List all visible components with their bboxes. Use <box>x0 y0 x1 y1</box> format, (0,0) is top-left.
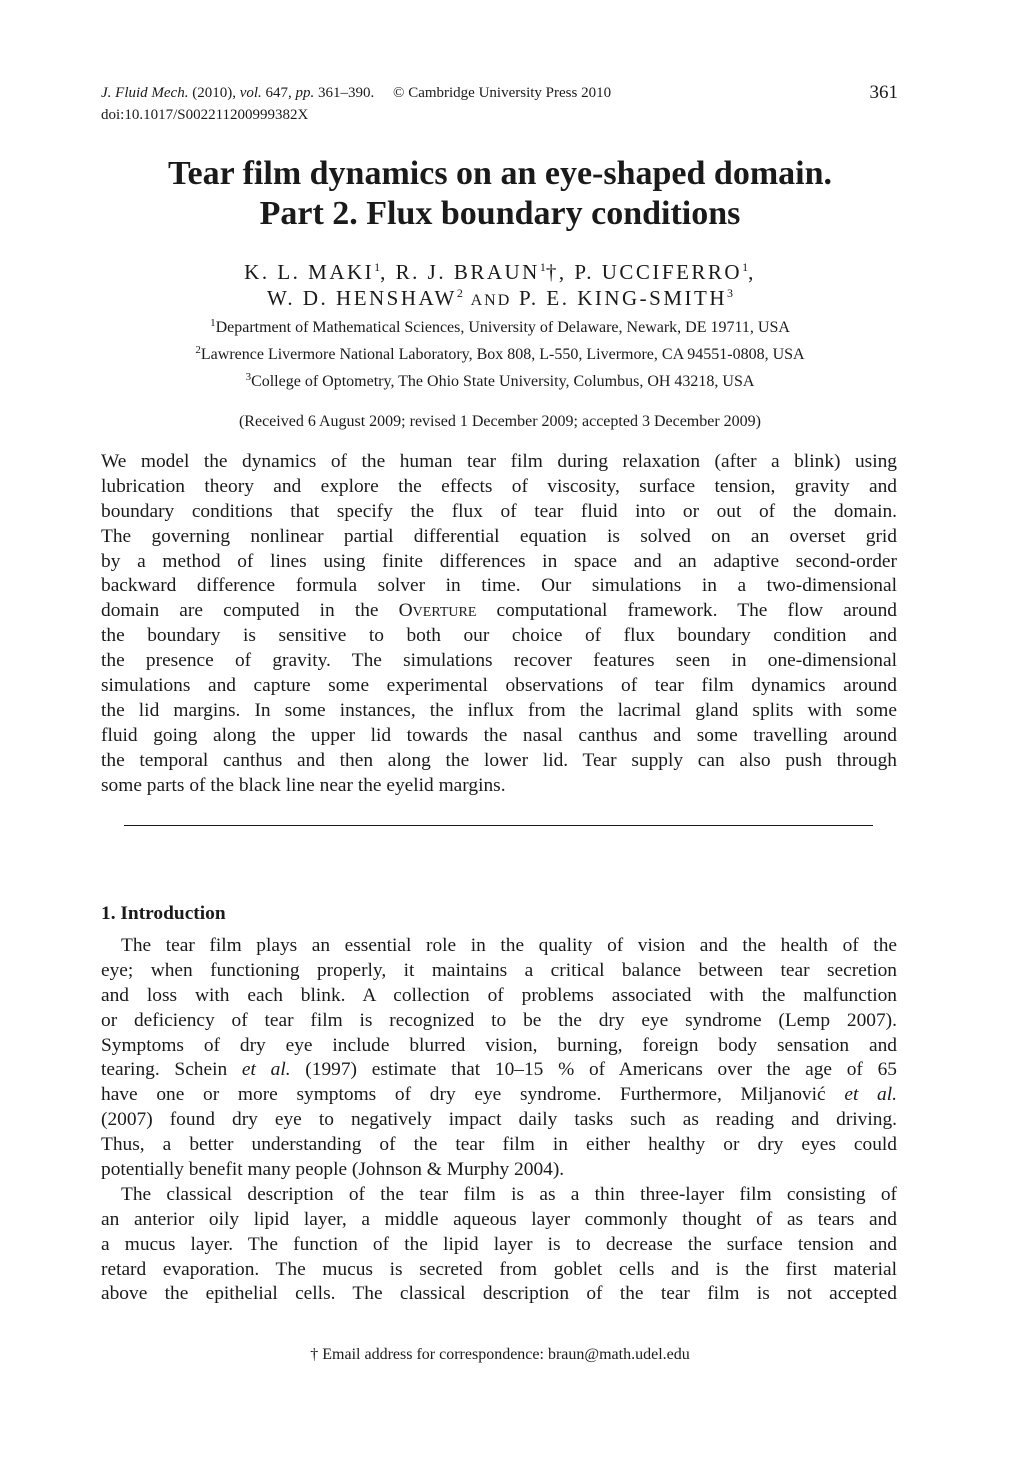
paper-title-line-1: Tear film dynamics on an eye-shaped domain. <box>167 155 833 192</box>
author-list-line-1 <box>100 259 900 285</box>
author-list-line-2 <box>100 285 900 314</box>
section-heading: 1. Introduction <box>101 903 226 924</box>
affiliation-2 <box>100 345 900 365</box>
body-line: (2007) found dry eye to negatively impact daily tasks such as reading and driving. <box>101 1109 897 1131</box>
abstract <box>101 450 897 798</box>
affiliation-marker: 1 <box>742 260 749 274</box>
abstract-line: The governing nonlinear partial differential equation is solved on an overset grid <box>101 525 897 547</box>
body-text: have one or more symptoms of dry eye syndrome. Furthermore, Miljanović <box>101 1084 826 1106</box>
affiliation-text: Lawrence Livermore National Laboratory, Box 808, L-550, Livermore, CA 94551-0808, USA <box>200 346 805 363</box>
affiliation-number: 3 <box>245 371 252 383</box>
abstract-line: backward difference formula solver in time. Our simulations in a two-dimensional <box>101 575 897 597</box>
author-name: , P. UCCIFERRO <box>558 260 743 284</box>
author-separator: , <box>748 260 756 284</box>
abstract-text: domain are computed in the <box>101 600 399 622</box>
citation-italic: et al. <box>241 1059 291 1081</box>
affiliation-marker: 1 <box>374 260 381 274</box>
author-name: K. L. MAKI <box>244 260 375 284</box>
body-text: (1997) estimate that 10–15 % of Americans over the age of 65 <box>290 1059 897 1081</box>
copyright-notice: © Cambridge University Press 2010 <box>393 85 612 101</box>
body-line: retard evaporation. The mucus is secreted from goblet cells and is the first material <box>101 1258 897 1280</box>
abstract-line <box>101 599 897 624</box>
doi: doi:10.1017/S002211200999382X <box>101 107 309 123</box>
received-dates: (Received 6 August 2009; revised 1 December 2009; accepted 3 December 2009) <box>238 413 762 430</box>
affiliation-3 <box>100 372 900 392</box>
corresponding-author-mark: † <box>545 260 559 284</box>
body-line <box>101 1058 897 1083</box>
journal-citation <box>101 85 611 102</box>
abstract-line: lubrication theory and explore the effects of viscosity, surface tension, gravity and <box>101 475 897 497</box>
affiliation-number: 2 <box>195 344 201 356</box>
body-line: above the epithelial cells. The classical description of the tear film is not accepted <box>101 1283 897 1305</box>
affiliation-text: College of Optometry, The Ohio State University, Columbus, OH 43218, USA <box>251 373 755 390</box>
body-line <box>101 1083 897 1108</box>
abstract-line: some parts of the black line near the eyelid margins. <box>101 774 506 796</box>
abstract-line: We model the dynamics of the human tear film during relaxation (after a blink) using <box>101 451 897 472</box>
introduction-body <box>101 934 897 1307</box>
software-name: Overture <box>398 600 477 622</box>
volume-number: 647, <box>265 85 292 101</box>
correspondence-footnote: † Email address for correspondence: braun@math.udel.edu <box>310 1346 690 1363</box>
abstract-line: boundary conditions that specify the flux of tear fluid into or out of the domain. <box>101 500 897 522</box>
body-line: an anterior oily lipid layer, a middle aqueous layer commonly thought of as tears and <box>101 1208 897 1230</box>
affiliation-marker: 3 <box>727 286 734 300</box>
abstract-divider <box>124 825 873 826</box>
volume-label: vol. <box>239 85 262 101</box>
journal-name: J. Fluid Mech. <box>101 85 189 101</box>
affiliation-1 <box>100 318 900 338</box>
abstract-line: the boundary is sensitive to both our choice of flux boundary condition and <box>101 625 897 647</box>
body-line: The tear film plays an essential role in the quality of vision and the health of the <box>121 935 897 956</box>
body-line: The classical description of the tear film is as a thin three-layer film consisting of <box>121 1183 897 1205</box>
abstract-line: the temporal canthus and then along the lower lid. Tear supply can also push through <box>101 749 897 771</box>
affiliation-number: 1 <box>210 317 216 329</box>
citation-italic: et al. <box>825 1084 897 1106</box>
author-name: , R. J. BRAUN <box>380 260 540 284</box>
journal-year: (2010), <box>192 85 236 101</box>
body-line: Thus, a better understanding of the tear film in either healthy or dry eyes could <box>101 1134 897 1156</box>
page-range: 361–390. <box>318 85 375 101</box>
author-name: W. D. HENSHAW <box>266 286 457 310</box>
affiliation-marker: 1 <box>539 260 546 274</box>
abstract-line: the presence of gravity. The simulations recover features seen in one-dimensional <box>101 650 897 672</box>
author-conjunction: AND <box>470 292 512 309</box>
body-line: and loss with each blink. A collection of problems associated with the malfunction <box>101 984 897 1006</box>
pages-label: pp. <box>295 85 315 101</box>
paper-title-line-2: Part 2. Flux boundary conditions <box>259 195 741 232</box>
body-line: a mucus layer. The function of the lipid layer is to decrease the surface tension and <box>101 1233 897 1255</box>
abstract-line: simulations and capture some experimental observations of tear film dynamics around <box>101 675 897 697</box>
body-line: potentially benefit many people (Johnson & Murphy 2004). <box>101 1159 565 1181</box>
abstract-line: the lid margins. In some instances, the influx from the lacrimal gland splits with some <box>101 699 897 721</box>
body-text: tearing. Schein <box>101 1059 242 1081</box>
body-line: or deficiency of tear film is recognized to be the dry eye syndrome (Lemp 2007). <box>101 1009 897 1031</box>
affiliation-marker: 2 <box>456 286 463 300</box>
abstract-line: fluid going along the upper lid towards the nasal canthus and some travelling around <box>101 724 897 746</box>
page-number: 361 <box>869 82 898 103</box>
affiliation-text: Department of Mathematical Sciences, University of Delaware, Newark, DE 19711, USA <box>215 319 790 336</box>
author-name: P. E. KING-SMITH <box>519 286 728 310</box>
body-line: Symptoms of dry eye include blurred vision, burning, foreign body sensation and <box>101 1034 897 1056</box>
body-line: eye; when functioning properly, it maintains a critical balance between tear secretion <box>101 959 897 981</box>
abstract-text: computational framework. The flow around <box>476 600 898 622</box>
abstract-line: by a method of lines using finite differences in space and an adaptive second-order <box>101 550 897 572</box>
